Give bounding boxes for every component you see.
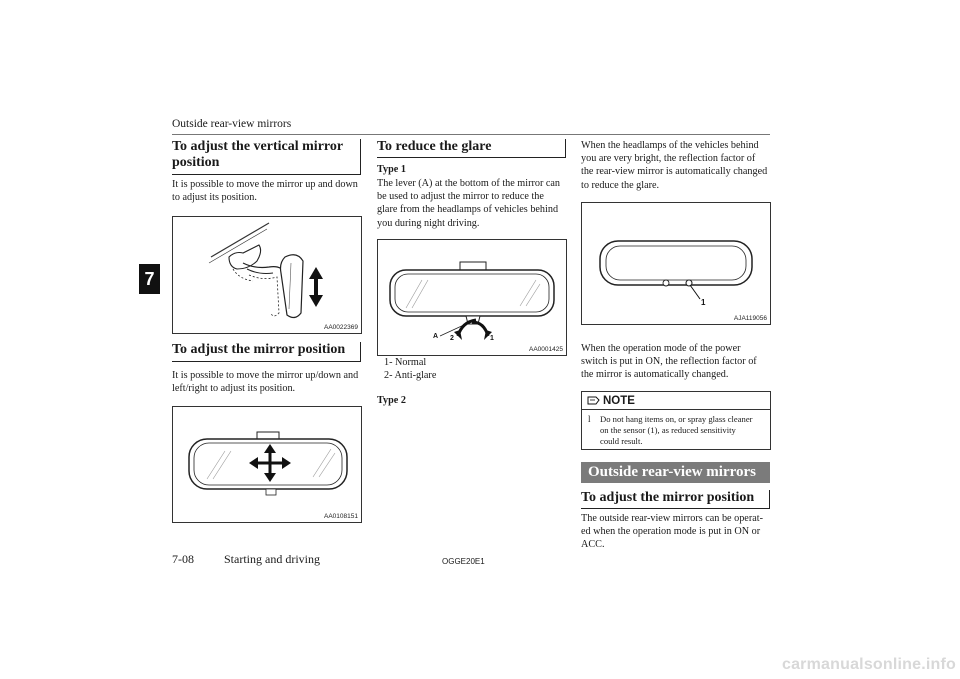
mirror-position-text [172, 369, 362, 395]
text-line: ACC. [581, 539, 605, 551]
auto-dimming-mirror-illustration [582, 203, 770, 324]
text-line: could result. [600, 436, 643, 446]
type1-label: Type 1 [377, 164, 406, 175]
footer-section-name: Starting and driving [224, 552, 320, 566]
figure-mirror-position [172, 406, 362, 523]
rear-view-mirror-illustration [173, 407, 361, 522]
text-line: on the sensor (1), as reduced sensitivity [600, 425, 736, 435]
text-line: the rear-view mirror is automatically changed [581, 166, 768, 178]
text-line: Do not hang items on, or spray glass cleaner [600, 414, 753, 424]
heading-line: position [172, 155, 220, 170]
text-line: to reduce the glare. [581, 179, 660, 191]
legend-item: 1- Normal [384, 357, 427, 368]
text-line: When the headlamps of the vehicles behind [581, 140, 759, 151]
figure-vertical-mirror [172, 216, 362, 334]
glare-sensor-icon [686, 280, 692, 286]
anti-glare-mirror-illustration [378, 240, 566, 355]
text-line: The outside rear-view mirrors can be operat- [581, 513, 763, 524]
note-icon [587, 395, 600, 406]
text-line: to adjust its position. [172, 192, 257, 204]
outside-mirror-text [581, 512, 770, 552]
outside-mirror-heading: To adjust the mirror position [581, 490, 770, 509]
figure-code: AJA119056 [733, 315, 767, 322]
legend-item: 2- Anti-glare [384, 370, 437, 381]
label-1: 1 [490, 335, 494, 342]
text-line: glare from the headlamps of vehicles behind [377, 204, 559, 216]
figure-auto-mirror [581, 202, 771, 325]
sensor-callout: 1 [701, 298, 706, 307]
reduce-glare-heading: To reduce the glare [377, 139, 566, 158]
vertical-position-text [172, 178, 362, 204]
document-code: OGGE20E1 [442, 557, 485, 566]
note-box [581, 391, 771, 450]
type1-description [377, 177, 566, 230]
text-line: The lever (A) at the bottom of the mirror can [377, 178, 561, 189]
text-line: be used to adjust the mirror to reduce the [377, 191, 544, 203]
heading-line: To adjust the vertical mirror [172, 139, 344, 154]
figure-code: AA0108151 [324, 513, 358, 520]
text-line: you are very bright, the reflection factor of [581, 153, 756, 165]
chapter-tab: 7 [139, 264, 160, 294]
figure-legend [384, 356, 436, 382]
text-line: When the operation mode of the power [581, 343, 741, 354]
note-body [582, 410, 770, 452]
text-line: switch is put in ON, the reflection factor of [581, 356, 757, 368]
text-line: you during night driving. [377, 217, 480, 229]
running-head: Outside rear-view mirrors [172, 118, 292, 130]
mirror-position-heading: To adjust the mirror position [172, 342, 361, 362]
text-line: left/right to adjust its position. [172, 383, 296, 395]
page-number: 7-08 [172, 552, 194, 566]
text-line: It is possible to move the mirror up and down [172, 179, 358, 190]
header-rule [172, 134, 770, 135]
figure-glare-lever [377, 239, 567, 356]
label-2: 2 [450, 335, 454, 342]
mirror-mount-illustration [173, 217, 361, 333]
bullet-icon: l [588, 414, 591, 424]
note-title: NOTE [582, 392, 770, 410]
vertical-position-heading [172, 139, 361, 175]
light-sensor-icon [663, 280, 669, 286]
text-line: It is possible to move the mirror up/down and [172, 370, 359, 381]
section-banner: Outside rear-view mirrors [581, 462, 770, 483]
type2-label: Type 2 [377, 395, 406, 406]
label-a: A [433, 333, 439, 340]
auto-dimming-text [581, 139, 770, 192]
power-mode-text [581, 342, 770, 382]
figure-code: AA0022369 [324, 324, 358, 331]
watermark: carmanualsonline.info [781, 656, 956, 673]
text-line: the mirror is automatically changed. [581, 369, 729, 381]
text-line: ed when the operation mode is put in ON or [581, 526, 761, 538]
note-text [600, 414, 753, 447]
figure-code: AA0001425 [529, 346, 563, 353]
